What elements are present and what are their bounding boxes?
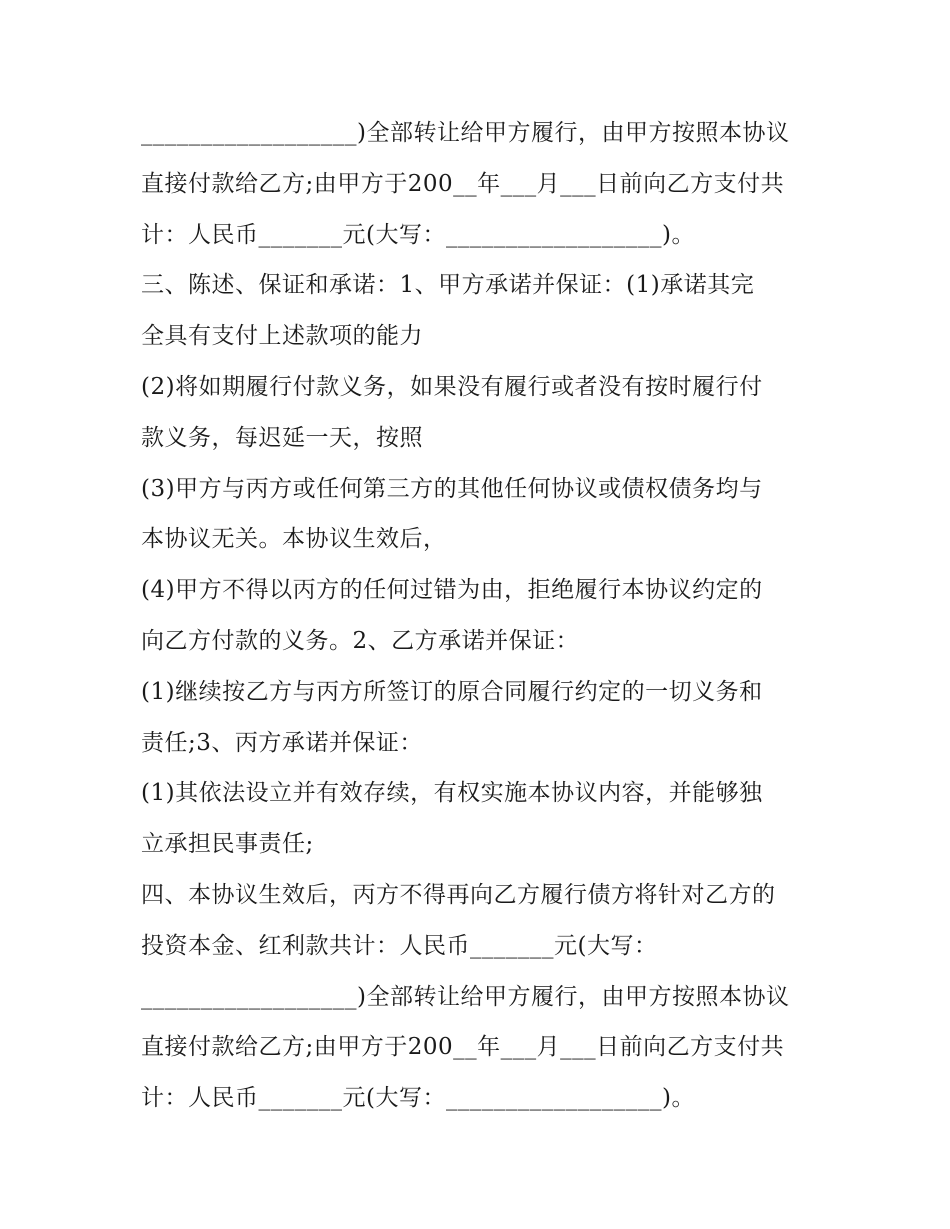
text-line: 款义务，每迟延一天，按照	[141, 424, 423, 451]
document-body	[141, 108, 841, 1124]
text-line: 向乙方付款的义务。2、乙方承诺并保证：	[141, 627, 580, 654]
text-line: (1)其依法设立并有效存续，有权实施本协议内容，并能够独	[141, 780, 763, 807]
text-line: 计：人民币_______元(大写：__________________)。	[141, 1085, 695, 1112]
text-line: 计：人民币_______元(大写：__________________)。	[141, 221, 695, 248]
text-line: 直接付款给乙方;由甲方于200__年___月___日前向乙方支付共	[141, 1034, 785, 1061]
text-line: __________________)全部转让给甲方履行，由甲方按照本协议	[141, 983, 790, 1010]
text-line: 本协议无关。本协议生效后，	[141, 526, 447, 553]
text-line: 投资本金、红利款共计：人民币_______元(大写：	[141, 932, 658, 959]
text-line: (2)将如期履行付款义务，如果没有履行或者没有按时履行付	[141, 373, 763, 400]
text-line: 直接付款给乙方;由甲方于200__年___月___日前向乙方支付共	[141, 170, 785, 197]
text-line: (1)继续按乙方与丙方所签订的原合同履行约定的一切义务和	[141, 678, 763, 705]
text-line: 全具有支付上述款项的能力	[141, 323, 423, 350]
section-four-heading-line: 四、本协议生效后，丙方不得再向乙方履行债方将针对乙方的	[141, 881, 776, 908]
text-line: (4)甲方不得以丙方的任何过错为由，拒绝履行本协议约定的	[141, 577, 763, 604]
text-line: __________________)全部转让给甲方履行，由甲方按照本协议	[141, 120, 790, 146]
text-line: 立承担民事责任;	[141, 831, 314, 858]
section-three-heading-line: 三、陈述、保证和承诺：1、甲方承诺并保证：(1)承诺其完	[141, 272, 755, 299]
text-line: (3)甲方与丙方或任何第三方的其他任何协议或债权债务均与	[141, 475, 763, 502]
text-line: 责任;3、丙方承诺并保证：	[141, 729, 423, 756]
